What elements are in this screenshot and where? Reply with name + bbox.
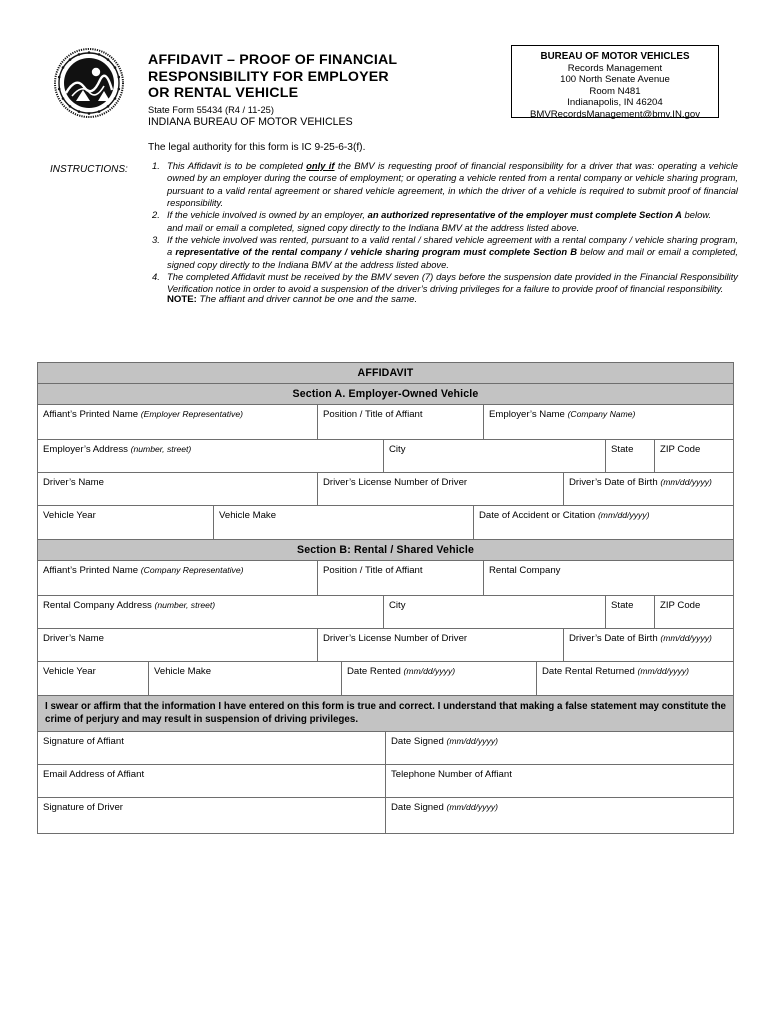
instruction-text xyxy=(167,160,738,209)
hint: (mm/dd/yyyy) xyxy=(660,633,712,643)
hint: (Company Representative) xyxy=(140,565,244,575)
field-email-affiant[interactable] xyxy=(38,765,386,797)
table-row xyxy=(38,765,733,798)
field-employer-address-a[interactable] xyxy=(38,440,384,472)
hint: (mm/dd/yyyy) xyxy=(660,477,712,487)
table-row xyxy=(38,506,733,540)
label: City xyxy=(389,600,406,611)
field-driver-license-a[interactable] xyxy=(318,473,564,505)
label: Signature of Driver xyxy=(43,802,123,814)
table-row xyxy=(38,473,733,506)
bmv-email: BMVRecordsManagement@bmv.IN.gov xyxy=(529,108,701,120)
field-zip-b[interactable] xyxy=(655,596,733,628)
field-position-title-b[interactable] xyxy=(318,561,484,595)
bmv-room: Room N481 xyxy=(589,85,641,97)
form-number: State Form 55434 (R4 / 11-25) xyxy=(148,104,274,115)
instruction-number: 4. xyxy=(152,271,160,283)
field-driver-name-a[interactable] xyxy=(38,473,318,505)
instr1-pre: This Affidavit is to be completed xyxy=(167,160,307,171)
label: Driver’s License Number of Driver xyxy=(323,633,468,644)
label: Signature of Affiant xyxy=(43,736,124,748)
label: Vehicle Year xyxy=(43,510,96,521)
label: Driver’s Name xyxy=(43,633,104,644)
title-line-2: RESPONSIBILITY FOR EMPLOYER xyxy=(148,68,389,85)
field-signature-affiant[interactable] xyxy=(38,732,386,764)
note-label: NOTE: xyxy=(167,294,197,305)
hint: (mm/dd/yyyy) xyxy=(446,736,499,747)
hint: (mm/dd/yyyy) xyxy=(446,802,499,813)
field-affiant-name-b[interactable] xyxy=(38,561,318,595)
field-vehicle-year-b[interactable] xyxy=(38,662,149,695)
instructions-note xyxy=(167,294,417,305)
label: Date Rental Returned xyxy=(542,666,635,677)
field-date-signed-driver[interactable] xyxy=(386,798,733,833)
field-state-b[interactable] xyxy=(606,596,655,628)
bmv-address-box xyxy=(511,45,719,118)
indiana-state-seal-icon xyxy=(52,46,126,120)
title-line-1: AFFIDAVIT – PROOF OF FINANCIAL xyxy=(148,52,398,68)
section-a-band: Section A. Employer-Owned Vehicle xyxy=(38,384,733,405)
field-vehicle-year-a[interactable] xyxy=(38,506,214,539)
field-zip-a[interactable] xyxy=(655,440,733,472)
instruction-text xyxy=(167,209,738,234)
label: Driver’s Date of Birth xyxy=(569,477,658,488)
label: State xyxy=(611,444,634,455)
instructions-label: INSTRUCTIONS: xyxy=(50,164,128,175)
bmv-name: BUREAU OF MOTOR VEHICLES xyxy=(540,51,690,62)
label: Position / Title of Affiant xyxy=(323,565,423,576)
instruction-item xyxy=(152,160,738,209)
label: Position / Title of Affiant xyxy=(323,409,423,420)
field-employer-name-a[interactable] xyxy=(484,405,733,439)
label: Vehicle Make xyxy=(219,510,277,521)
table-row xyxy=(38,798,733,833)
instruction-number: 3. xyxy=(152,234,160,246)
instruction-item xyxy=(152,271,738,296)
label: ZIP Code xyxy=(660,444,701,455)
field-city-b[interactable] xyxy=(384,596,606,628)
field-affiant-name-a[interactable] xyxy=(38,405,318,439)
field-position-title-a[interactable] xyxy=(318,405,484,439)
label: Date of Accident or Citation xyxy=(479,510,596,521)
field-vehicle-make-b[interactable] xyxy=(149,662,342,695)
table-row xyxy=(38,440,733,473)
bmv-dept: Records Management xyxy=(567,62,663,74)
instr3-emphasis: representative of the rental company / vehicle sharing program must complete Section B xyxy=(175,246,577,258)
table-row xyxy=(38,662,733,696)
title-block xyxy=(148,52,478,154)
label: Affiant’s Printed Name xyxy=(43,565,139,576)
field-driver-dob-a[interactable] xyxy=(564,473,733,505)
label: Email Address of Affiant xyxy=(43,769,145,781)
label: Date Signed xyxy=(391,802,444,814)
field-city-a[interactable] xyxy=(384,440,606,472)
instructions-list xyxy=(152,160,738,296)
field-accident-date-a[interactable] xyxy=(474,506,733,539)
instruction-item xyxy=(152,234,738,271)
hint: (Employer Representative) xyxy=(140,409,243,419)
label: State xyxy=(611,600,634,611)
instruction-item xyxy=(152,209,738,234)
label: ZIP Code xyxy=(660,600,701,611)
label: Date Rented xyxy=(347,666,401,677)
instr2-emphasis: an authorized representative of the employer must complete Section A xyxy=(367,209,682,221)
table-row xyxy=(38,405,733,440)
label: Employer’s Name xyxy=(489,409,565,420)
table-row xyxy=(38,629,733,662)
field-vehicle-make-a[interactable] xyxy=(214,506,474,539)
instr1-emphasis: only if xyxy=(306,160,335,171)
field-phone-affiant[interactable] xyxy=(386,765,733,797)
hint: (Company Name) xyxy=(567,409,636,419)
legal-authority: The legal authority for this form is IC 9-25-6-3(f). xyxy=(148,142,366,153)
field-date-returned-b[interactable] xyxy=(537,662,733,695)
table-row xyxy=(38,732,733,765)
label: Employer’s Address xyxy=(43,444,128,455)
section-b-band: Section B: Rental / Shared Vehicle xyxy=(38,540,733,561)
instruction-number: 2. xyxy=(152,209,160,221)
hint: (mm/dd/yyyy) xyxy=(597,510,650,520)
field-rental-company-b[interactable] xyxy=(484,561,733,595)
field-date-rented-b[interactable] xyxy=(342,662,537,695)
instruction-number: 1. xyxy=(152,160,160,171)
field-rental-address-b[interactable] xyxy=(38,596,384,628)
field-state-a[interactable] xyxy=(606,440,655,472)
label: Vehicle Make xyxy=(154,666,212,677)
instruction-text: The completed Affidavit must be received by the BMV seven (7) days before the suspension date provided in the Financial Responsibility Verification notice in order to avoid a suspension of the driver’s driving privileges for a failure to provide proof of financial responsibility. xyxy=(167,271,738,295)
field-driver-license-b[interactable] xyxy=(318,629,564,661)
hint: (number, street) xyxy=(154,600,216,610)
affidavit-form-table xyxy=(37,362,734,834)
instr3-post: below and mail or email a completed, signed copy directly to the Indiana BMV at the address listed above. xyxy=(167,246,739,270)
instr1-post: the BMV is requesting proof of financial responsibility for a driver that was: operating a vehicle owned by an employer during the course of employment; or operating a vehicle rented from a rental company or vehicle sharing program, pursuant to a valid rental agreement or shared vehicle agreement, in which the driver of a vehicle is required to submit proof of financial responsibility. xyxy=(167,160,738,209)
note-text: The affiant and driver cannot be one and the same. xyxy=(196,294,418,305)
field-date-signed-affiant[interactable] xyxy=(386,732,733,764)
field-driver-name-b[interactable] xyxy=(38,629,318,661)
label: Driver’s License Number of Driver xyxy=(323,477,468,488)
instr3-pre: If the vehicle involved was rented, pursuant to a valid rental / shared vehicle agreement with a rental company / vehicle sharing program, a xyxy=(167,234,738,258)
label: Rental Company Address xyxy=(43,600,152,611)
label: City xyxy=(389,444,406,455)
instr2-post: below. xyxy=(681,209,712,221)
field-driver-dob-b[interactable] xyxy=(564,629,733,661)
field-signature-driver[interactable] xyxy=(38,798,386,833)
agency-name: INDIANA BUREAU OF MOTOR VEHICLES xyxy=(148,116,353,128)
instruction-text xyxy=(167,234,738,271)
page-title xyxy=(148,52,478,102)
label: Date Signed xyxy=(391,736,444,748)
table-row xyxy=(38,561,733,596)
bmv-city-state-zip: Indianapolis, IN 46204 xyxy=(567,97,663,109)
label: Affiant’s Printed Name xyxy=(43,409,139,420)
instr2-sub: and mail or email a completed, signed copy directly to the Indiana BMV at the address listed above. xyxy=(167,221,580,233)
hint: (mm/dd/yyyy) xyxy=(637,666,690,676)
hint: (mm/dd/yyyy) xyxy=(403,666,456,676)
label: Rental Company xyxy=(489,565,561,576)
label: Driver’s Name xyxy=(43,477,104,488)
document-header xyxy=(0,0,770,153)
affidavit-band: AFFIDAVIT xyxy=(38,363,733,384)
swear-statement: I swear or affirm that the information I have entered on this form is true and correct. I understand that making a false statement may constitute the crime of perjury and may result in suspension of driving privileges. xyxy=(38,696,733,732)
instr2-pre: If the vehicle involved is owned by an employer, xyxy=(167,209,368,221)
bmv-street: 100 North Senate Avenue xyxy=(560,74,670,86)
title-line-3: OR RENTAL VEHICLE xyxy=(148,85,299,101)
label: Driver’s Date of Birth xyxy=(569,633,658,644)
label: Vehicle Year xyxy=(43,666,96,677)
label: Telephone Number of Affiant xyxy=(391,769,512,781)
table-row xyxy=(38,596,733,629)
hint: (number, street) xyxy=(130,444,192,454)
